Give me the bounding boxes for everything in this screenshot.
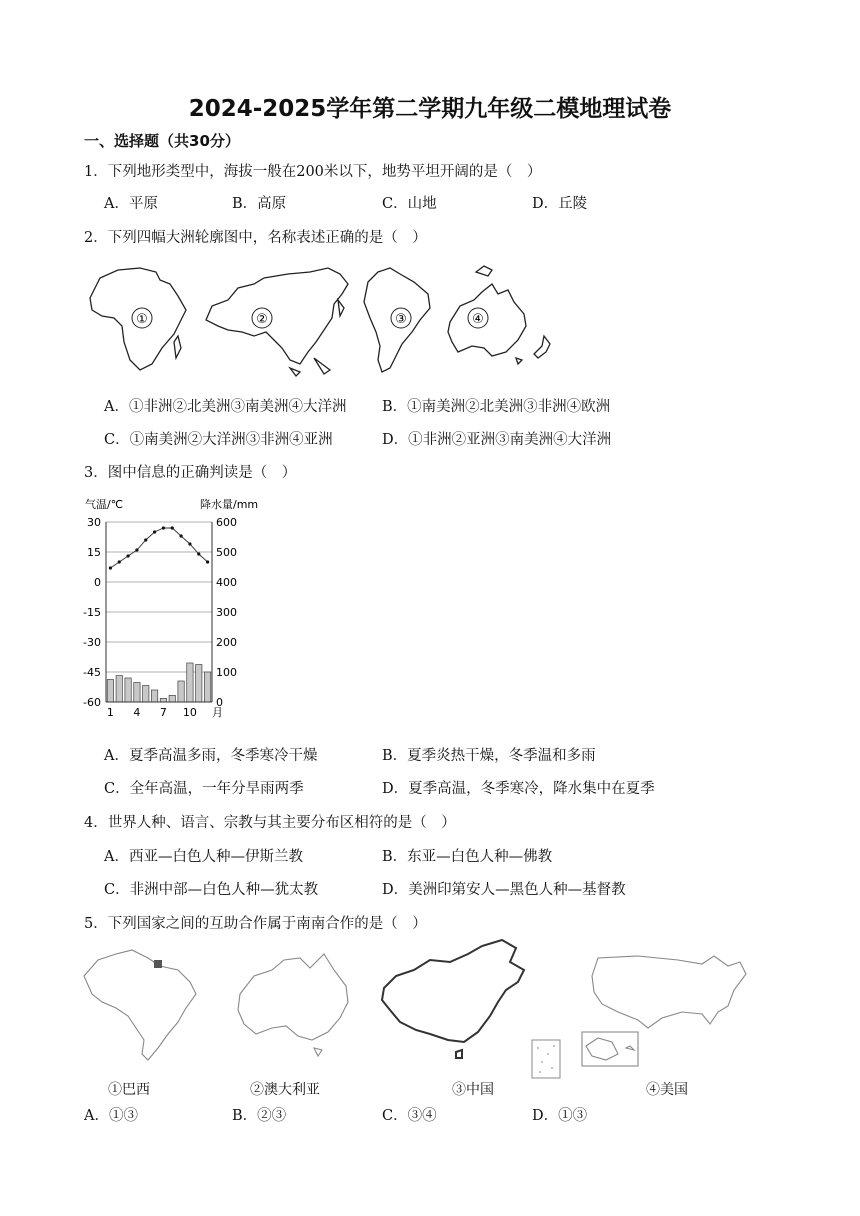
q3-option-b[interactable]: B．夏季炎热干燥，冬季温和多雨 — [382, 748, 596, 764]
precip-axis-title: 降水量/mm — [200, 498, 259, 511]
precip-tick-label: 200 — [216, 636, 237, 649]
question-2-stem: 2．下列四幅大洲轮廓图中，名称表述正确的是（ ） — [84, 230, 427, 246]
temp-tick-label: -45 — [83, 666, 101, 679]
section-heading: 一、选择题（共30分） — [84, 132, 240, 150]
precip-bar — [187, 663, 193, 702]
q3-option-a[interactable]: A．夏季高温多雨，冬季寒冷干燥 — [104, 748, 318, 764]
map-label-3: ③ — [395, 312, 407, 327]
q2-option-c[interactable]: C．①南美洲②大洋洲③非洲④亚洲 — [104, 432, 333, 448]
temp-tick-label: 0 — [94, 576, 101, 589]
precip-bar — [160, 698, 166, 702]
temperature-line — [110, 528, 207, 568]
precip-tick-label: 500 — [216, 546, 237, 559]
precip-tick-label: 0 — [216, 696, 223, 709]
caption-australia: ②澳大利亚 — [250, 1082, 320, 1098]
precip-bar — [169, 695, 175, 702]
x-tick-label: 1 — [106, 706, 114, 719]
precip-bar — [178, 681, 184, 702]
q3-option-c[interactable]: C．全年高温，一年分旱雨两季 — [104, 781, 304, 797]
q2-option-d[interactable]: D．①非洲②亚洲③南美洲④大洋洲 — [382, 432, 612, 448]
q4-option-b[interactable]: B．东亚—白色人种—佛教 — [382, 849, 553, 865]
temperature-point — [197, 552, 200, 555]
q4-option-d[interactable]: D．美洲印第安人—黑色人种—基督教 — [382, 882, 626, 898]
temp-tick-label: 15 — [87, 546, 101, 559]
x-unit-label: 月 — [212, 706, 223, 719]
temp-tick-label: -15 — [83, 606, 101, 619]
precip-tick-label: 600 — [216, 516, 237, 529]
question-3-stem: 3．图中信息的正确判读是（ ） — [84, 465, 297, 481]
precip-bar — [116, 676, 122, 702]
temperature-point — [109, 566, 112, 569]
temperature-point — [162, 526, 165, 529]
map-label-1: ① — [136, 312, 148, 327]
q5-option-a[interactable]: A．①③ — [84, 1108, 138, 1124]
q5-option-c[interactable]: C．③④ — [382, 1108, 437, 1124]
precip-bar — [151, 690, 157, 702]
question-4-stem: 4．世界人种、语言、宗教与其主要分布区相符的是（ ） — [84, 815, 456, 831]
q3-option-d[interactable]: D．夏季高温，冬季寒冷，降水集中在夏季 — [382, 781, 655, 797]
q4-option-a[interactable]: A．西亚—白色人种—伊斯兰教 — [104, 849, 303, 865]
precip-bar — [196, 665, 202, 703]
climate-chart — [80, 494, 259, 720]
temperature-point — [206, 560, 209, 563]
q1-option-a[interactable]: A．平原 — [104, 196, 158, 212]
q5-option-b[interactable]: B．②③ — [232, 1108, 287, 1124]
continent-outlines-figure — [78, 260, 598, 380]
x-tick-label: 10 — [182, 706, 197, 719]
q2-option-a[interactable]: A．①非洲②北美洲③南美洲④大洋洲 — [104, 399, 347, 415]
temp-tick-label: 30 — [87, 516, 101, 529]
temperature-point — [153, 530, 156, 533]
question-1-stem: 1．下列地形类型中，海拔一般在200米以下，地势平坦开阔的是（ ） — [84, 164, 542, 180]
brazil-outline — [84, 950, 196, 1060]
precip-tick-label: 100 — [216, 666, 237, 679]
map-label-2: ② — [256, 312, 268, 327]
precip-bar — [134, 683, 140, 703]
precip-bar — [107, 680, 113, 703]
temperature-point — [118, 560, 121, 563]
usa-outline — [592, 956, 746, 1028]
temp-tick-label: -60 — [83, 696, 101, 709]
caption-china: ③中国 — [452, 1082, 494, 1098]
precip-bar — [125, 678, 131, 702]
temperature-point — [144, 538, 147, 541]
precip-bar — [143, 686, 149, 703]
precip-bar — [204, 672, 210, 702]
temperature-point — [188, 542, 191, 545]
map-label-4: ④ — [472, 312, 484, 327]
oceania-outline — [448, 284, 526, 356]
temp-axis-title: 气温/℃ — [85, 498, 124, 511]
temp-tick-label: -30 — [83, 636, 101, 649]
china-outline — [382, 940, 524, 1042]
country-outlines-figure — [78, 936, 758, 1082]
precip-tick-label: 400 — [216, 576, 237, 589]
x-tick-label: 4 — [133, 706, 141, 719]
australia-outline — [238, 954, 348, 1040]
caption-brazil: ①巴西 — [108, 1082, 150, 1098]
q2-option-b[interactable]: B．①南美洲②北美洲③非洲④欧洲 — [382, 399, 611, 415]
precip-tick-label: 300 — [216, 606, 237, 619]
q4-option-c[interactable]: C．非洲中部—白色人种—犹太教 — [104, 882, 319, 898]
page-title: 2024-2025学年第二学期九年级二模地理试卷 — [188, 96, 672, 122]
x-tick-label: 7 — [159, 706, 167, 719]
question-5-stem: 5．下列国家之间的互助合作属于南南合作的是（ ） — [84, 916, 427, 932]
temperature-point — [126, 554, 129, 557]
temperature-point — [179, 534, 182, 537]
q1-option-c[interactable]: C．山地 — [382, 196, 437, 212]
temperature-point — [135, 548, 138, 551]
temperature-point — [171, 526, 174, 529]
q1-option-b[interactable]: B．高原 — [232, 196, 287, 212]
caption-usa: ④美国 — [646, 1082, 688, 1098]
q1-option-d[interactable]: D．丘陵 — [532, 196, 588, 212]
q5-option-d[interactable]: D．①③ — [532, 1108, 588, 1124]
asia-outline — [206, 268, 348, 364]
